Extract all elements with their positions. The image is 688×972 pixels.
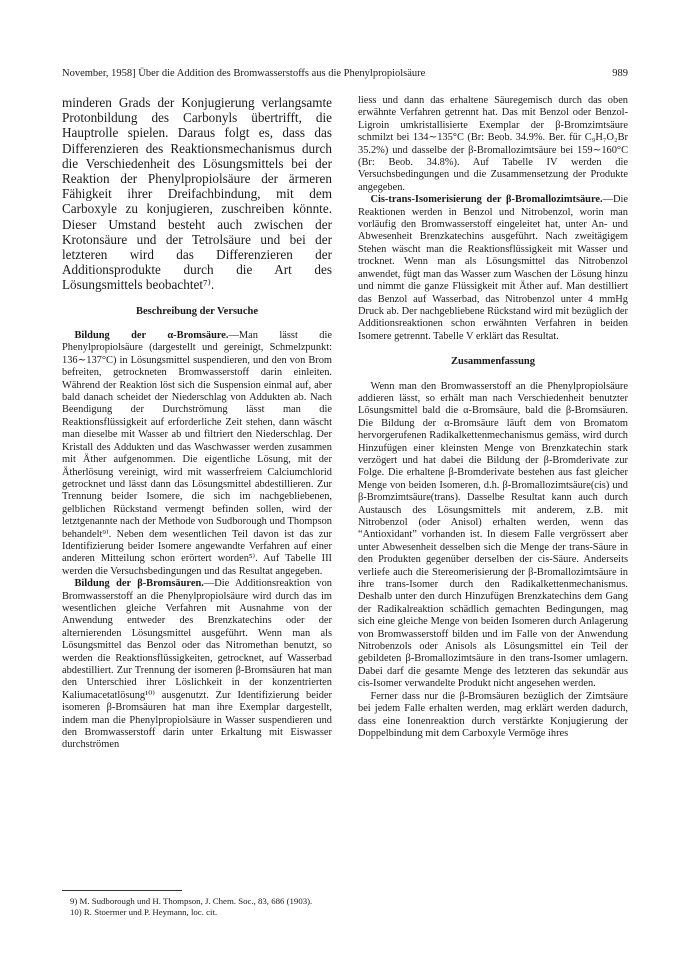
- paragraph-continuation: liess und dann das erhaltene Säuregemisch durch das oben erwähnte Verfahren getrennt hat. Das mit Benzol oder Benzol-Ligroin umkristallisierte Exemplar der β-Bromzimtsäure schmilzt bei 134∼135°C (Br: Beob. 34.9%. Ber. für C₉H₇O₂Br 35.2%) und dasselbe der β-Bromallozimtsäure bei 159∼160°C (Br: Beob. 34.8%). Auf Tabelle IV werden die Versuchsbedingungen und die Zusammensetzung der Produkte angegeben.: [358, 95, 628, 193]
- running-header: [62, 68, 628, 84]
- section-heading-experiments: Beschreibung der Versuche: [135, 305, 259, 317]
- paragraph-text: —Die Reaktionen werden in Benzol und Nitrobenzol, worin man vorläufig den Bromwasserstoff eingeleitet hat, unter An- und Abwesenheit Brenzkatechins ausgeführt. Nach zweitägigem Stehen wäscht man die Reaktionsflüssigkeit mit Wasser und trocknet. Wenn man als Lösungsmittel das Nitrobenzol anwendet, fügt man das Wasser zum Waschen der Lösung hinzu und nimmt die ganze Flüssigkeit mit Äther auf. Man destilliert das Benzol auf Wasserbad, das Nitrobenzol unter 4 mmHg Druck ab. Der nachgebliebene Rückstand wird mit bezüglich der Additionsreaktionen schon erwähnten Verfahren in beiden Isomere getrennt. Tabelle V erklärt das Resultat.: [358, 194, 628, 342]
- page-number: 989: [612, 68, 628, 79]
- paragraph-lead: Cis-trans-Isomerisierung der β-Bromallozimtsäure.: [370, 194, 603, 206]
- paragraph-alpha-bromsaeure: [62, 330, 332, 578]
- summary-paragraph-1: Wenn man den Bromwasserstoff an die Phenylpropiolsäure addieren lässt, so erhält man nach Verschiedenheit benutzter Lösungsmittel bald die α-Bromsäure, bald die β-Bromsäuren. Die Bildung der α-Bromsäure läuft dem von Bromatom hervorgerufenen Radikalkettenmechanismus gemäss, wird durch Hinzufügen einer kleinsten Menge von Brenzkatechin stark verzögert und hat dabei die Bildung der β-Bromderivate zur Folge. Die erhaltene β-Bromderivate bestehen aus fast gleicher Menge von beiden Isomeren, d.h. β-Bromallozimtsäure(cis) und β-Bromzimtsäure(trans). Dasselbe Resultat kann auch durch Austausch des Lösungsmittels mit anderem, z.B. mit Nitrobenzol (oder Anisol) erhalten werden, wenn das “Antioxidant” vorhanden ist. In diesem Falle vergrössert aber unter Abwesenheit desselben sich die Menge der trans-Säure in den Produkten gegenüber derselben der cis-Säure. Anderseits verliefe auch die Stereomerisierung der β-Bromallozimtsäure in ihre trans-Isomer durch den Radikalkettenmechanismus. Deshalb unter den durch Hinzufügen Brenzkatechins dem Gang der Radikalreaktion schädlich gemachten Bedingungen, mag sich eine gleiche Menge von beiden Isomeren durch Anlagerung von Bromwasserstoff bilden und im Falle von der Anwendung Nitrobenzols oder Anisols als Lösungsmittel ein Teil der gebildeten β-Bromallozimtsäure in den trans-Isomer umlagern. Dabei darf die gesamte Menge des letzteren das sekundär aus cis-Isomer verwandelte Produkt nicht angesehen werden.: [358, 380, 628, 690]
- paragraph-isomerisierung: [358, 194, 628, 343]
- running-title: November, 1958] Über die Addition des Bromwasserstoffs aus die Phenylpropiolsäure: [62, 68, 426, 79]
- left-column: [62, 95, 332, 752]
- summary-paragraph-2: Ferner dass nur die β-Bromsäuren bezüglich der Zimtsäure bei jedem Falle erhalten werden, mag erklärt werden dadurch, dass eine Ionenreaktion durch verstärkte Konjugierung der Doppelbindung mit dem Carboxyle Vermöge ihres: [358, 690, 628, 739]
- paragraph-text: —Man lässt die Phenylpropiolsäure (dargestellt und gereinigt, Schmelzpunkt: 136∼137°C) in Lösungsmittel suspendieren, und den von Brom befreiten, getrockneten Bromwasserstoff darin einleiten. Während der Reaktion löst sich die Suspension einmal auf, aber bald danach scheidet der Niederschlag von Addukten ab. Nach Beendigung der Durchströmung lässt man die Reaktionsflüssigkeit auf erforderliche Zeit stehen, dann wäscht man dieselbe mit Wasser ab und filtriert den Niederschlag. Der Kristall des Addukten und das Waschwasser werden zusammen mit Äther aufgenommen. Die eigentliche Lösung, mit der Ätherlösung vereinigt, wird mit wasserfreiem Calciumchlorid getrocknet und lässt dann das Lösungsmittel abdestillieren. Zur Trennung beider Isomere, die sich im nachgebliebenen, gelblichen Rückstand vermengt befinden sollen, wird der letztgenannte nach der Methode von Sudborough und Thompson behandelt⁹⁾. Neben dem wesentlichen Teil davon ist das zur Identifizierung beider Isomere angewandte Verfahren auf einer anderen Mitteilung schon erörtert worden⁵⁾. Auf Tabelle III werden die Versuchsbedingungen und das Resultat angegeben.: [62, 330, 332, 577]
- paragraph-text: —Die Additionsreaktion von Bromwasserstoff an die Phenylpropiolsäure wird durch das im wesentlichen gleiche Verfahren mit Ausnahme von der Anwendung entweder des Brenzkatechins oder der alternierenden Lösungsmittel ausgeführt. Wenn man als Lösungsmittel das Benzol oder das Nitromethan benutzt, so werden die Reaktionsflüssigkeiten, getrocknet, auf Wasserbad abdestilliert. Zur Trennung der isomeren β-Bromsäuren hat man den Unterschied ihrer Löslichkeit in der konzentrierten Kaliumacetatlösung¹⁰⁾ ausgenutzt. Zur Identifizierung beider isomeren β-Bromsäuren hat man ihre Exemplar dargestellt, indem man die Phenylpropiolsäure in Wasser suspendieren und den Bromwasserstoff darin unter Erkaltung mit Eiswasser durchströmen: [62, 578, 332, 751]
- footnotes: [62, 890, 332, 918]
- paragraph-lead: Bildung der α-Bromsäure.: [74, 330, 229, 342]
- footnote-9: 9) M. Sudborough und H. Thompson, J. Chem. Soc., 83, 686 (1903).: [70, 896, 313, 906]
- footnote-rule: [62, 890, 182, 891]
- paragraph-beta-bromsaeuren: [62, 578, 332, 752]
- footnote-10: 10) R. Stoermer und P. Heymann, loc. cit.: [70, 907, 218, 917]
- section-heading-summary: Zusammenfassung: [450, 356, 536, 368]
- right-column: [358, 95, 628, 740]
- intro-paragraph: minderen Grads der Konjugierung verlangsamte Protonbildung des Carbonyls übertrifft, die Hauptrolle spielen. Daraus folgt es, dass das Differenzieren des Reaktionsmechanismus durch die Verschiedenheit des Lösungsmittels bei der Reaktion der Phenylpropiolsäure der ärmeren Fähigkeit ihrer Dreifachbindung, mit dem Carboxyle zu konjugieren, zuschreiben könnte. Dieser Umstand besteht auch zwischen der Krotonsäure und der Tetrolsäure und bei der letzteren wird das Differenzieren der Additionsprodukte durch die Art des Lösungsmittels beobachtet⁷⁾.: [62, 95, 332, 293]
- paragraph-lead: Bildung der β-Bromsäuren.: [74, 578, 204, 590]
